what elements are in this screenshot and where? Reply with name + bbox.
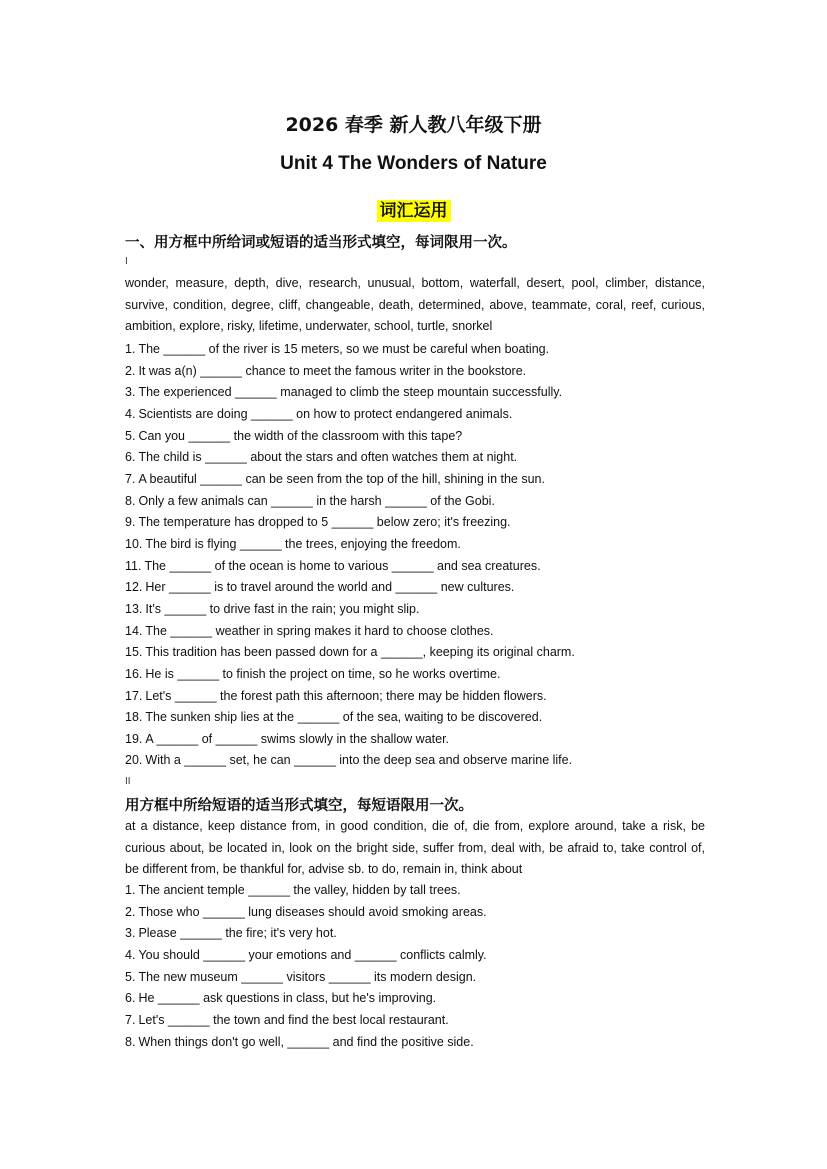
question-item (125, 902, 725, 924)
question-text: The new museum ______ visitors ______ its modern design. (138, 969, 477, 984)
question-text: He ______ ask questions in class, but he's improving. (138, 991, 437, 1006)
question-text: This tradition has been passed down for a ______, keeping its original charm. (145, 645, 575, 660)
question-item (125, 1010, 725, 1032)
question-number: 2. (125, 363, 136, 378)
question-item (125, 512, 725, 534)
question-text: Scientists are doing ______ on how to protect endangered animals. (138, 406, 513, 421)
question-text: Please ______ the fire; it's very hot. (138, 926, 337, 941)
question-item (125, 447, 725, 469)
part2-phrase-box: at a distance, keep distance from, in good condition, die of, die from, explore around, take a risk, be curious about, be located in, look on the bright side, suffer from, deal with, be afraid to, take control of, be different from, be thankful for, advise sb. to do, remain in, think about (125, 819, 705, 877)
part2-heading: 用方框中所给短语的适当形式填空，每短语限用一次。 (125, 798, 473, 814)
question-number: 5. (125, 969, 136, 984)
question-item (125, 664, 725, 686)
question-number: 3. (125, 926, 136, 941)
question-item (125, 361, 725, 383)
question-text: The ______ of the river is 15 meters, so we must be careful when boating. (138, 342, 550, 356)
question-item (125, 707, 725, 729)
question-number: 4. (125, 947, 136, 962)
question-text: Only a few animals can ______ in the harsh ______ of the Gobi. (138, 493, 495, 508)
question-number: 13. (125, 601, 143, 616)
question-number: 17. (125, 688, 143, 703)
question-number: 8. (125, 493, 136, 508)
question-item (125, 599, 725, 621)
question-text: A ______ of ______ swims slowly in the shallow water. (145, 731, 450, 746)
question-item (125, 686, 725, 708)
question-item (125, 729, 725, 751)
question-text: Those who ______ lung diseases should avoid smoking areas. (138, 904, 487, 919)
question-number: 20. (125, 753, 143, 768)
part1-question-list (125, 339, 725, 772)
question-text: The experienced ______ managed to climb the steep mountain successfully. (138, 385, 563, 400)
section-tag-highlight: 词汇运用 (377, 200, 451, 222)
question-text: The sunken ship lies at the ______ of the sea, waiting to be discovered. (145, 710, 543, 725)
question-item (125, 621, 725, 643)
question-number: 12. (125, 580, 143, 595)
question-number: 1. (125, 883, 136, 897)
question-item (125, 404, 725, 426)
question-text: The ancient temple ______ the valley, hidden by tall trees. (138, 883, 461, 897)
question-item (125, 945, 725, 967)
question-number: 6. (125, 450, 136, 465)
question-item (125, 750, 725, 772)
part1-roman-numeral: I (125, 256, 128, 267)
question-number: 3. (125, 385, 136, 400)
question-number: 15. (125, 645, 143, 660)
question-text: You should ______ your emotions and ______ conflicts calmly. (138, 947, 487, 962)
question-text: Let's ______ the forest path this afternoon; there may be hidden flowers. (145, 688, 547, 703)
question-number: 4. (125, 406, 136, 421)
question-item (125, 534, 725, 556)
question-item (125, 469, 725, 491)
question-number: 7. (125, 1012, 136, 1027)
part1-heading: 一、用方框中所给词或短语的适当形式填空，每词限用一次。 (125, 235, 517, 251)
question-item (125, 426, 725, 448)
question-item (125, 880, 725, 902)
question-number: 6. (125, 991, 136, 1006)
question-text: When things don't go well, ______ and find the positive side. (138, 1034, 474, 1049)
question-text: The ______ weather in spring makes it hard to choose clothes. (145, 623, 494, 638)
question-text: Let's ______ the town and find the best local restaurant. (138, 1012, 449, 1027)
question-number: 2. (125, 904, 136, 919)
document-title-chinese: 2026 春季 新人教八年级下册 (285, 114, 542, 136)
part2-question-list (125, 880, 725, 1053)
question-text: Her ______ is to travel around the world and ______ new cultures. (145, 580, 515, 595)
question-number: 7. (125, 471, 136, 486)
question-item (125, 556, 725, 578)
question-item (125, 491, 725, 513)
question-text: A beautiful ______ can be seen from the top of the hill, shining in the sun. (138, 471, 545, 486)
question-number: 19. (125, 731, 143, 746)
section-tag-wrapper (0, 196, 827, 221)
question-text: He is ______ to finish the project on time, so he works overtime. (145, 666, 501, 681)
question-number: 9. (125, 515, 136, 530)
question-text: Can you ______ the width of the classroom with this tape? (138, 428, 463, 443)
question-text: With a ______ set, he can ______ into the deep sea and observe marine life. (145, 753, 573, 768)
question-text: The child is ______ about the stars and often watches them at night. (138, 450, 518, 465)
question-item (125, 923, 725, 945)
question-number: 8. (125, 1034, 136, 1049)
question-item (125, 382, 725, 404)
question-text: It's ______ to drive fast in the rain; you might slip. (145, 601, 420, 616)
question-item (125, 339, 725, 361)
question-item (125, 642, 725, 664)
question-text: The temperature has dropped to 5 ______ below zero; it's freezing. (138, 515, 511, 530)
question-number: 16. (125, 666, 143, 681)
question-text: It was a(n) ______ chance to meet the famous writer in the bookstore. (138, 363, 527, 378)
question-number: 18. (125, 710, 143, 725)
question-text: The ______ of the ocean is home to various ______ and sea creatures. (144, 558, 541, 573)
question-item (125, 967, 725, 989)
question-number: 5. (125, 428, 136, 443)
document-title-english: Unit 4 The Wonders of Nature (280, 153, 547, 174)
question-item (125, 577, 725, 599)
question-number: 10. (125, 536, 143, 551)
question-number: 14. (125, 623, 143, 638)
question-item (125, 1032, 725, 1054)
question-number: 11. (125, 558, 142, 573)
question-item (125, 988, 725, 1010)
part1-word-box: wonder, measure, depth, dive, research, unusual, bottom, waterfall, desert, pool, climber, distance, survive, condition, degree, cliff, changeable, death, determined, above, teammate, coral, reef, curious, ambition, explore, risky, lifetime, underwater, school, turtle, snorkel (125, 276, 705, 334)
question-number: 1. (125, 342, 136, 356)
question-text: The bird is flying ______ the trees, enjoying the freedom. (145, 536, 461, 551)
part2-roman-numeral: II (125, 776, 131, 787)
